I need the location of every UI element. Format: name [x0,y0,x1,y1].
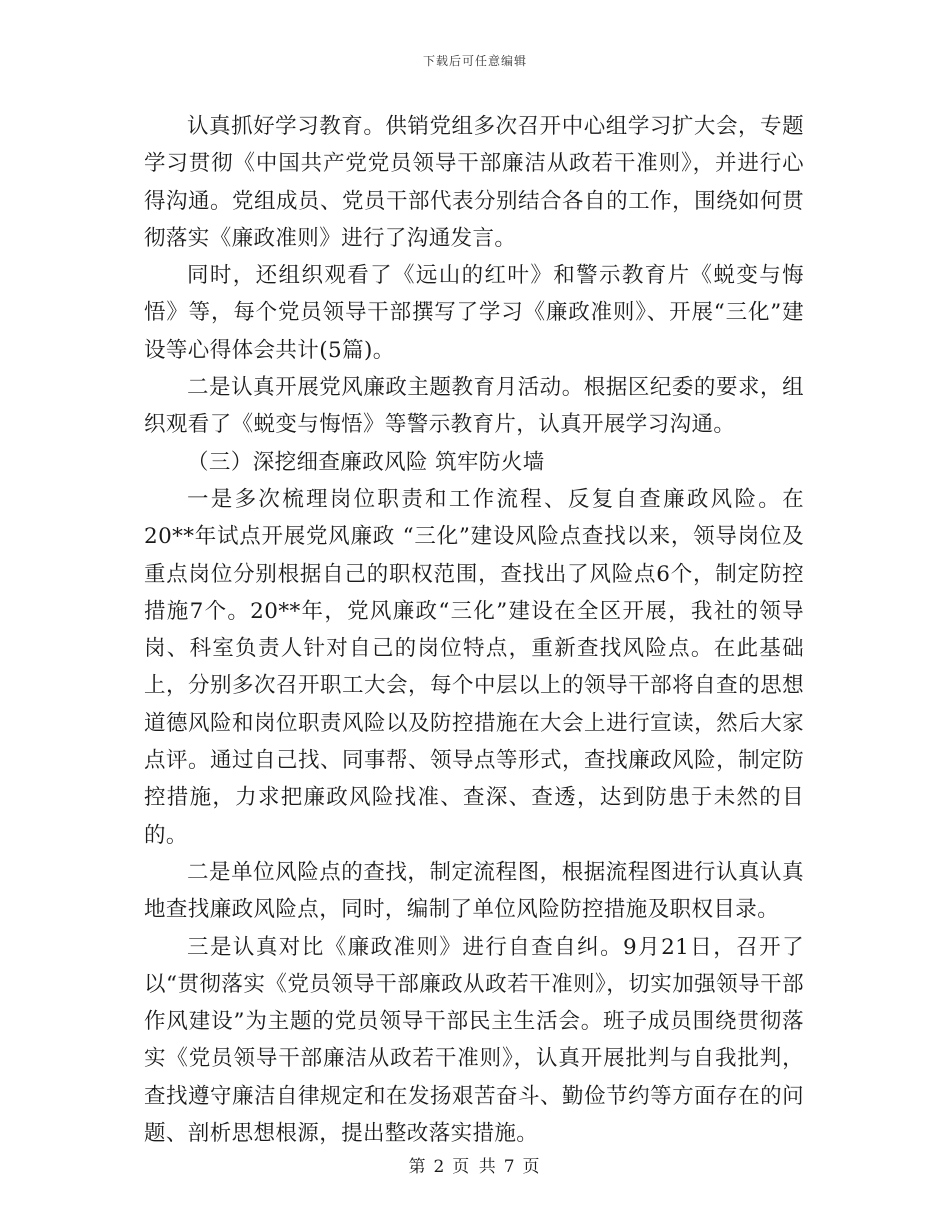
paragraph: 一是多次梳理岗位职责和工作流程、反复自查廉政风险。在20**年试点开展党风廉政 “三化”建设风险点查找以来，领导岗位及重点岗位分别根据自己的职权范围，查找出了风险点6个，制定防控措施7个。20**年，党风廉政“三化”建设在全区开展，我社的领导岗、科室负责人针对自己的岗位特点，重新查找风险点。在此基础上，分别多次召开职工大会，每个中层以上的领导干部将自查的思想道德风险和岗位职责风险以及防控措施在大会上进行宣读，然后大家点评。通过自己找、同事帮、领导点等形式，查找廉政风险，制定防控措施，力求把廉政风险找准、查深、查透，达到防患于未然的目的。 [144,486,804,848]
document-body [144,108,804,1152]
paragraph: 二是单位风险点的查找，制定流程图，根据流程图进行认真认真地查找廉政风险点，同时，编制了单位风险防控措施及职权目录。 [144,859,804,923]
paragraph: 认真抓好学习教育。供销党组多次召开中心组学习扩大会，专题学习贯彻《中国共产党党员领导干部廉洁从政若干准则》，并进行心得沟通。党组成员、党员干部代表分别结合各自的工作，围绕如何贯彻落实《廉政准则》进行了沟通发言。 [144,114,804,251]
paragraph: 同时，还组织观看了《远山的红叶》和警示教育片《蜕变与悔悟》等，每个党员领导干部撰写了学习《廉政准则》、开展“三化”建设等心得体会共计(5篇)。 [144,263,804,363]
page-header: 下载后可任意编辑 [422,54,527,68]
paragraph: 三是认真对比《廉政准则》进行自查自纠。9月21日，召开了以“贯彻落实《党员领导干部廉政从政若干准则》，切实加强领导干部作风建设”为主题的党员领导干部民主生活会。班子成员围绕贯彻落实《党员领导干部廉洁从政若干准则》，认真开展批判与自我批判，查找遵守廉洁自律规定和在发扬艰苦奋斗、勤俭节约等方面存在的问题、剖析思想根源，提出整改落实措施。 [144,934,804,1147]
paragraph: 二是认真开展党风廉政主题教育月活动。根据区纪委的要求，组织观看了《蜕变与悔悟》等警示教育片，认真开展学习沟通。 [144,375,804,438]
page-label-prefix: 第 [408,1157,428,1177]
page-label-mid: 页 共 [452,1157,498,1177]
section-heading: （三）深挖细查廉政风险 筑牢防火墙 [187,449,545,475]
total-pages: 7 [503,1157,517,1177]
page-footer [0,1152,950,1177]
page-number: 2 [433,1157,447,1177]
page-label-suffix: 页 [522,1157,542,1177]
